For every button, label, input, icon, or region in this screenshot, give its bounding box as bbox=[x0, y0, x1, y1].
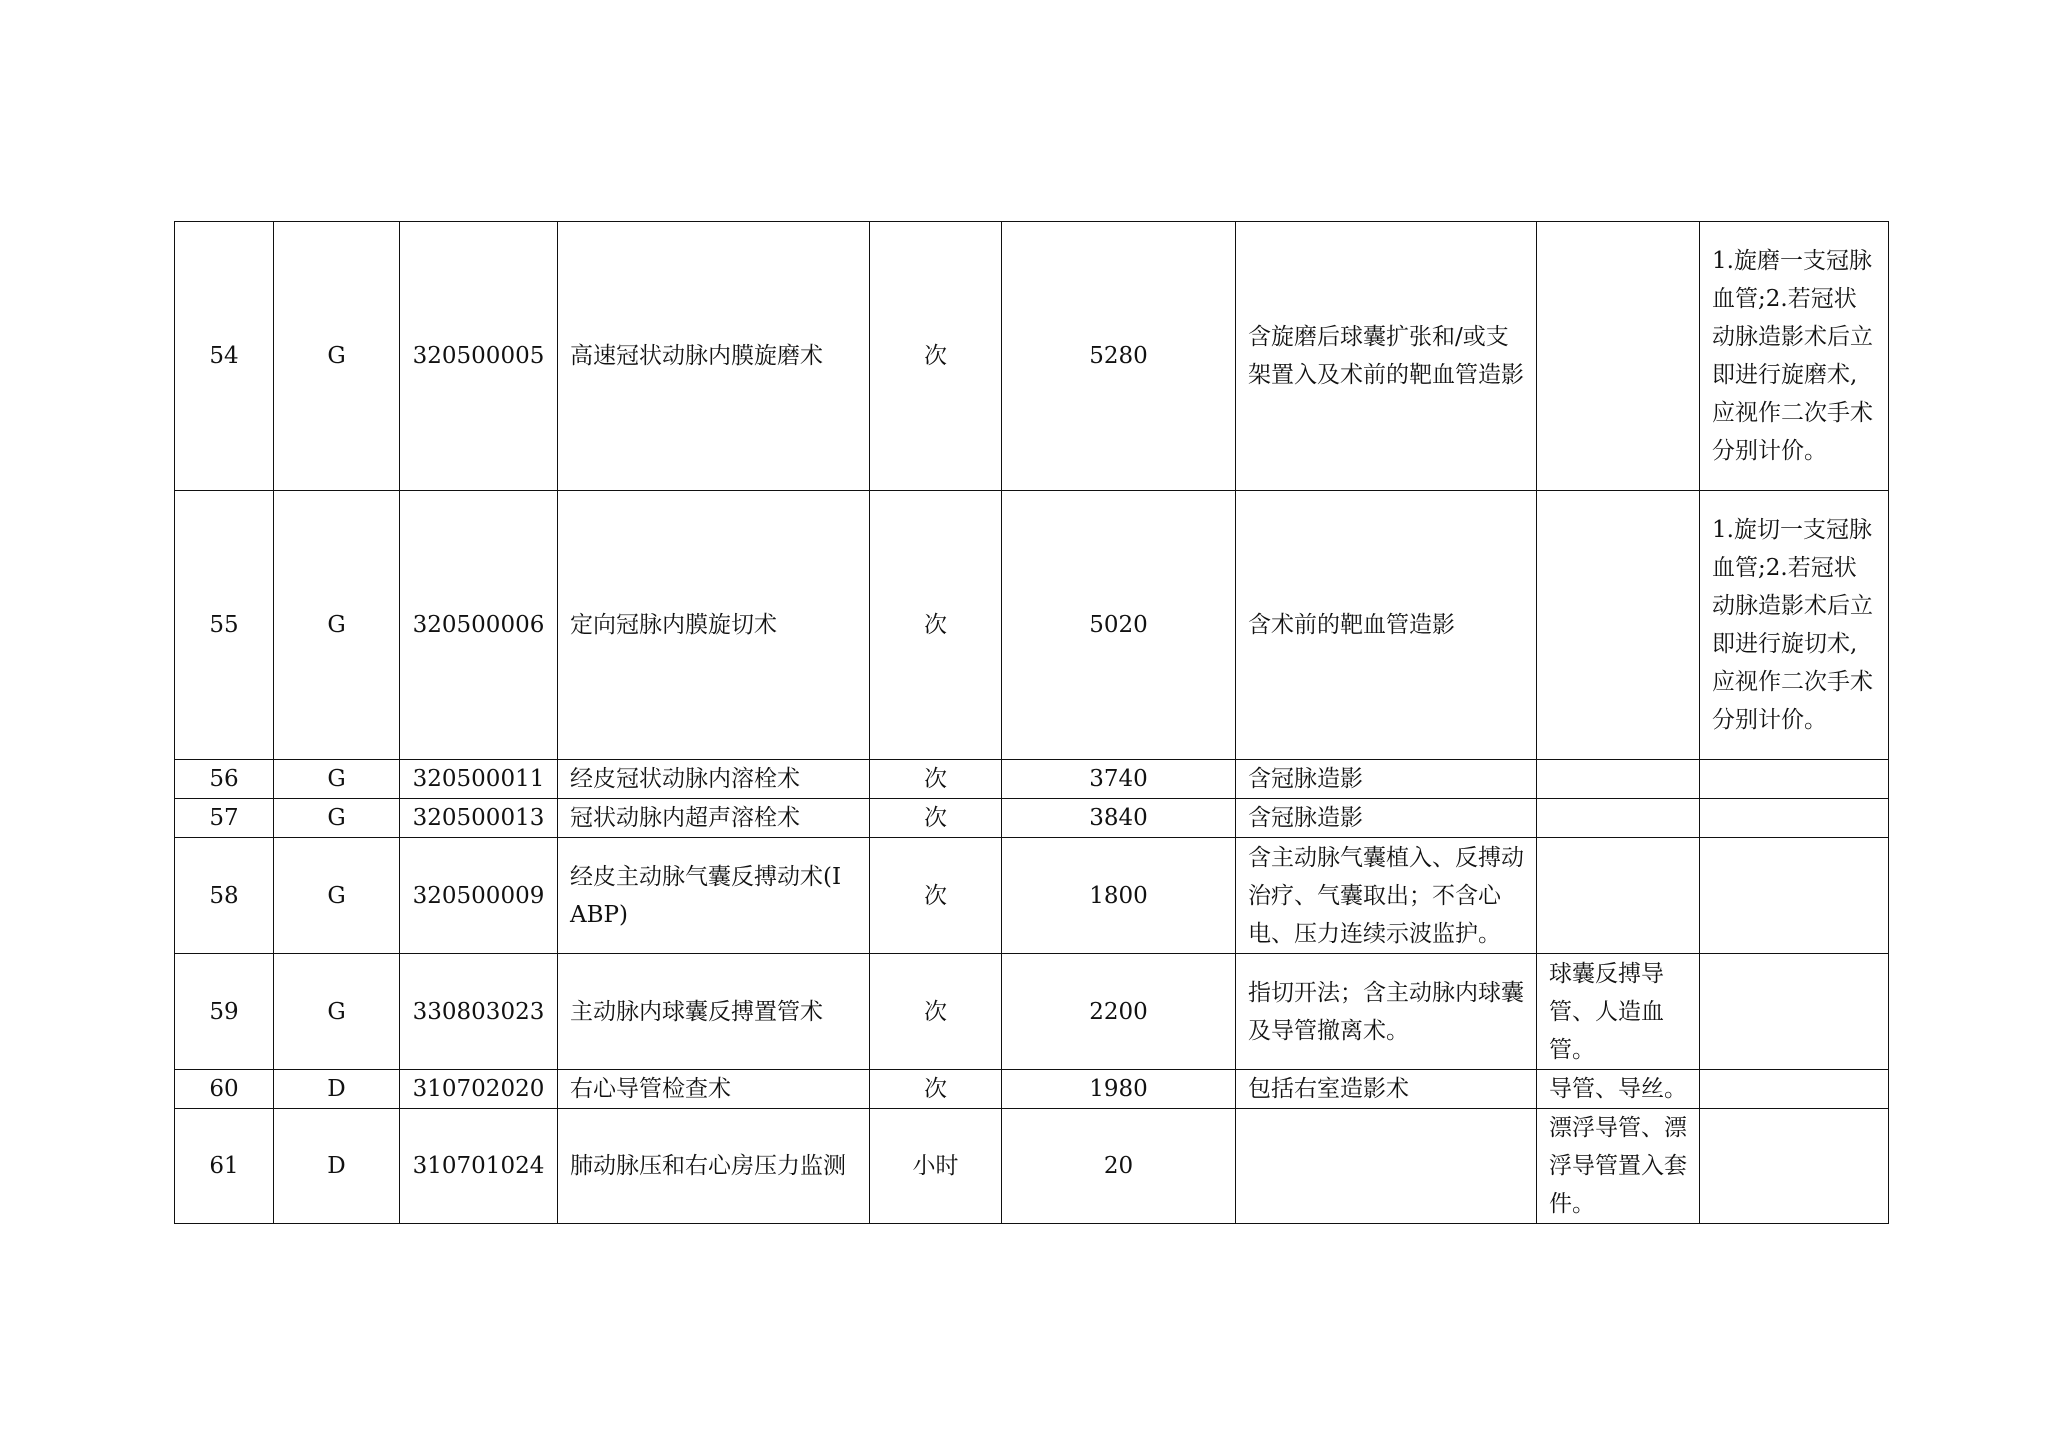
cell-code: 330803023 bbox=[400, 954, 558, 1070]
cell-excluded: 漂浮导管、漂浮导管置入套件。 bbox=[1537, 1109, 1700, 1224]
cell-remarks bbox=[1700, 760, 1889, 799]
cell-item-name: 经皮冠状动脉内溶栓术 bbox=[558, 760, 870, 799]
cell-excluded bbox=[1537, 222, 1700, 491]
cell-category: D bbox=[274, 1109, 400, 1224]
cell-no: 54 bbox=[175, 222, 274, 491]
cell-price: 2200 bbox=[1002, 954, 1236, 1070]
cell-item-name: 定向冠脉内膜旋切术 bbox=[558, 491, 870, 760]
cell-unit: 次 bbox=[870, 222, 1002, 491]
cell-content: 含主动脉气囊植入、反搏动治疗、气囊取出；不含心电、压力连续示波监护。 bbox=[1236, 838, 1537, 954]
cell-remarks: 1.旋切一支冠脉血管;2.若冠状动脉造影术后立即进行旋切术,应视作二次手术分别计价。 bbox=[1700, 491, 1889, 760]
cell-category: G bbox=[274, 760, 400, 799]
cell-content: 含冠脉造影 bbox=[1236, 799, 1537, 838]
cell-price: 3740 bbox=[1002, 760, 1236, 799]
cell-remarks bbox=[1700, 1109, 1889, 1224]
cell-content: 含冠脉造影 bbox=[1236, 760, 1537, 799]
cell-no: 59 bbox=[175, 954, 274, 1070]
cell-content: 包括右室造影术 bbox=[1236, 1070, 1537, 1109]
cell-category: G bbox=[274, 838, 400, 954]
cell-item-name: 高速冠状动脉内膜旋磨术 bbox=[558, 222, 870, 491]
cell-code: 320500006 bbox=[400, 491, 558, 760]
table-row bbox=[175, 1070, 1889, 1109]
cell-price: 3840 bbox=[1002, 799, 1236, 838]
cell-unit: 小时 bbox=[870, 1109, 1002, 1224]
cell-unit: 次 bbox=[870, 799, 1002, 838]
cell-item-name: 冠状动脉内超声溶栓术 bbox=[558, 799, 870, 838]
cell-code: 320500011 bbox=[400, 760, 558, 799]
cell-code: 320500013 bbox=[400, 799, 558, 838]
cell-no: 56 bbox=[175, 760, 274, 799]
cell-no: 55 bbox=[175, 491, 274, 760]
cell-content bbox=[1236, 1109, 1537, 1224]
cell-price: 5280 bbox=[1002, 222, 1236, 491]
cell-item-name: 右心导管检查术 bbox=[558, 1070, 870, 1109]
cell-unit: 次 bbox=[870, 838, 1002, 954]
cell-item-name: 主动脉内球囊反搏置管术 bbox=[558, 954, 870, 1070]
cell-price: 20 bbox=[1002, 1109, 1236, 1224]
cell-price: 5020 bbox=[1002, 491, 1236, 760]
cell-excluded bbox=[1537, 799, 1700, 838]
cell-remarks bbox=[1700, 838, 1889, 954]
cell-unit: 次 bbox=[870, 954, 1002, 1070]
cell-remarks bbox=[1700, 1070, 1889, 1109]
cell-no: 58 bbox=[175, 838, 274, 954]
table-row bbox=[175, 222, 1889, 491]
cell-remarks: 1.旋磨一支冠脉血管;2.若冠状动脉造影术后立即进行旋磨术,应视作二次手术分别计价。 bbox=[1700, 222, 1889, 491]
cell-code: 320500009 bbox=[400, 838, 558, 954]
cell-code: 310702020 bbox=[400, 1070, 558, 1109]
table-row bbox=[175, 799, 1889, 838]
cell-category: D bbox=[274, 1070, 400, 1109]
cell-price: 1800 bbox=[1002, 838, 1236, 954]
cell-unit: 次 bbox=[870, 491, 1002, 760]
table-row bbox=[175, 760, 1889, 799]
cell-category: G bbox=[274, 491, 400, 760]
table-row bbox=[175, 491, 1889, 760]
table-row bbox=[175, 838, 1889, 954]
cell-excluded: 球囊反搏导管、人造血管。 bbox=[1537, 954, 1700, 1070]
cell-content: 含术前的靶血管造影 bbox=[1236, 491, 1537, 760]
cell-category: G bbox=[274, 799, 400, 838]
cell-item-name: 经皮主动脉气囊反搏动术(IABP) bbox=[558, 838, 870, 954]
cell-no: 61 bbox=[175, 1109, 274, 1224]
cell-unit: 次 bbox=[870, 1070, 1002, 1109]
cell-content: 含旋磨后球囊扩张和/或支架置入及术前的靶血管造影 bbox=[1236, 222, 1537, 491]
cell-category: G bbox=[274, 954, 400, 1070]
cell-remarks bbox=[1700, 799, 1889, 838]
table-row bbox=[175, 1109, 1889, 1224]
cell-code: 310701024 bbox=[400, 1109, 558, 1224]
cell-unit: 次 bbox=[870, 760, 1002, 799]
cell-category: G bbox=[274, 222, 400, 491]
cell-excluded bbox=[1537, 491, 1700, 760]
cell-excluded bbox=[1537, 760, 1700, 799]
cell-code: 320500005 bbox=[400, 222, 558, 491]
table-row bbox=[175, 954, 1889, 1070]
cell-no: 57 bbox=[175, 799, 274, 838]
medical-service-price-table bbox=[174, 221, 1889, 1224]
cell-content: 指切开法；含主动脉内球囊及导管撤离术。 bbox=[1236, 954, 1537, 1070]
cell-price: 1980 bbox=[1002, 1070, 1236, 1109]
cell-no: 60 bbox=[175, 1070, 274, 1109]
cell-remarks bbox=[1700, 954, 1889, 1070]
cell-excluded: 导管、导丝。 bbox=[1537, 1070, 1700, 1109]
cell-item-name: 肺动脉压和右心房压力监测 bbox=[558, 1109, 870, 1224]
cell-excluded bbox=[1537, 838, 1700, 954]
